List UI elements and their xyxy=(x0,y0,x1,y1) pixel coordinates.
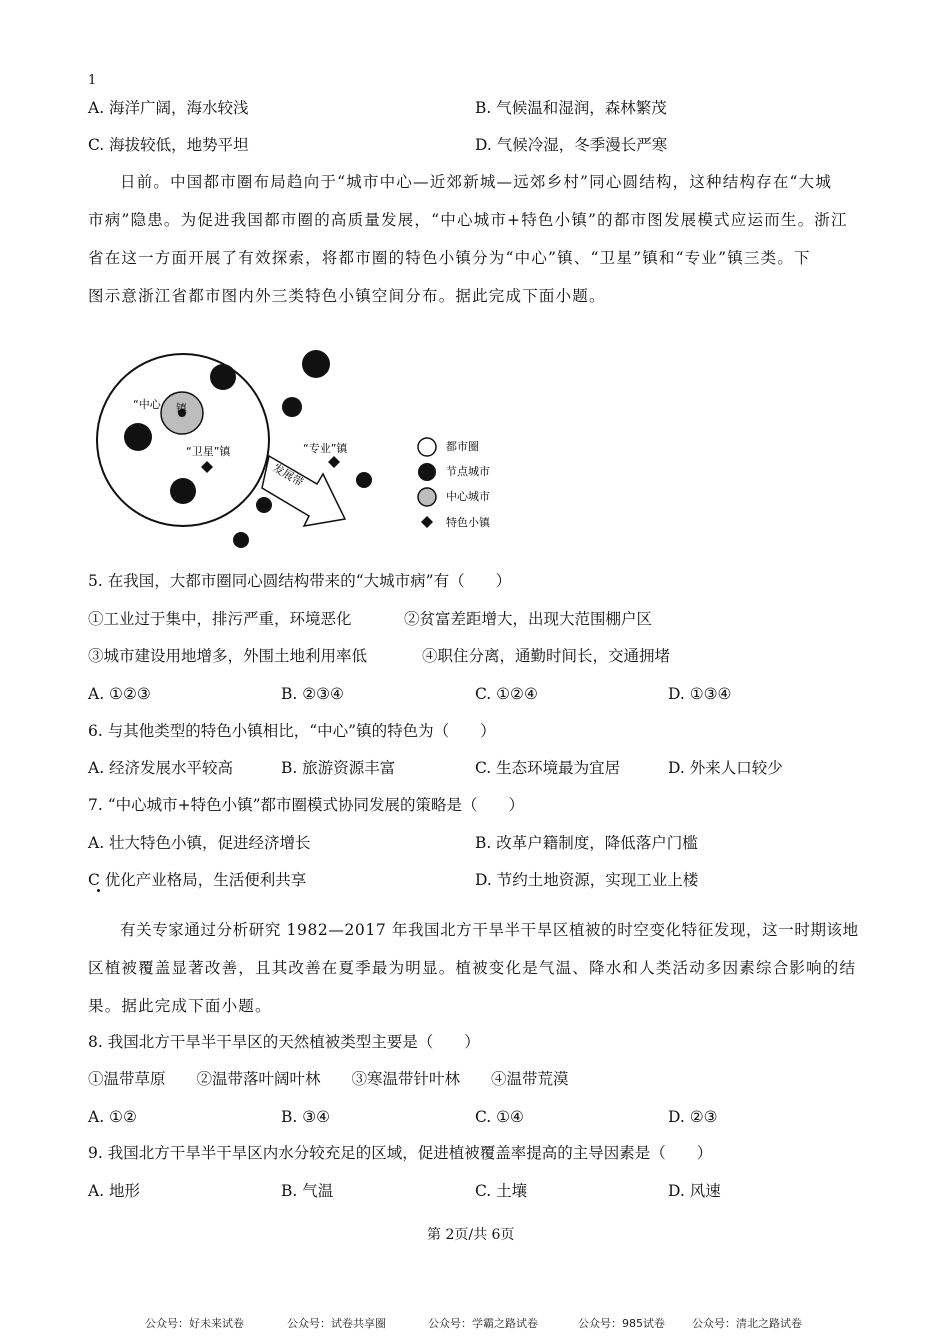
passage2-line-3: 果。据此完成下面小题。 xyxy=(88,997,272,1015)
q9-option-d: D. 风速 xyxy=(668,1182,721,1200)
q7-stem: 7. “中心城市+特色小镇”都市圈模式协同发展的策略是（ ） xyxy=(88,796,525,814)
legend-center-icon xyxy=(418,488,436,506)
node-city xyxy=(256,497,272,513)
q9-option-a: A. 地形 xyxy=(88,1182,141,1200)
page-marker: 1 xyxy=(88,73,97,88)
q6-option-d: D. 外来人口较少 xyxy=(668,759,783,777)
footer-item: 公众号：清北之路试卷 xyxy=(692,1317,802,1330)
node-city xyxy=(210,364,236,390)
passage1-line-4: 图示意浙江省都市图内外三类特色小镇空间分布。据此完成下面小题。 xyxy=(88,287,606,305)
footer-item: 公众号：学霸之路试卷 xyxy=(428,1317,538,1330)
q9-option-b: B. 气温 xyxy=(281,1182,334,1200)
node-city xyxy=(124,423,152,451)
specialty-town-marker xyxy=(328,456,340,468)
q8-option-a: A. ①② xyxy=(88,1108,137,1126)
node-city xyxy=(233,532,249,548)
q8-items: ①温带草原 ②温带落叶阔叶林 ③寒温带针叶林 ④温带荒漠 xyxy=(88,1070,569,1088)
specialty-town-label: “专业”镇 xyxy=(303,442,348,455)
q5-item-2: ②贫富差距增大，出现大范围棚户区 xyxy=(404,610,653,628)
legend-metro-label: 都市圈 xyxy=(446,440,479,453)
q7-option-a: A. 壮大特色小镇，促进经济增长 xyxy=(88,834,311,852)
q8-option-c: C. ①④ xyxy=(475,1108,524,1126)
q4-option-d: D. 气候冷湿，冬季漫长严寒 xyxy=(475,136,668,154)
page-number: 第 2页/共 6页 xyxy=(427,1227,515,1243)
q4-option-b: B. 气候温和湿润，森林繁茂 xyxy=(475,99,667,117)
stray-dot xyxy=(97,889,100,892)
q6-option-b: B. 旅游资源丰富 xyxy=(281,759,396,777)
footer-item: 公众号：试卷共享圈 xyxy=(287,1317,386,1330)
legend-town-label: 特色小镇 xyxy=(446,516,490,529)
q7-option-b: B. 改革户籍制度，降低落户门槛 xyxy=(475,834,698,852)
q9-option-c: C. 土壤 xyxy=(475,1182,528,1200)
q8-option-b: B. ③④ xyxy=(281,1108,331,1126)
node-city xyxy=(170,478,196,504)
passage2-line-2: 区植被覆盖显著改善，且其改善在夏季最为明显。植被变化是气温、降水和人类活动多因素综合影响的结 xyxy=(88,959,857,977)
q5-option-c: C. ①②④ xyxy=(475,685,538,703)
q5-item-4: ④职住分离，通勤时间长，交通拥堵 xyxy=(422,647,671,665)
q5-option-b: B. ②③④ xyxy=(281,685,344,703)
q7-option-d: D. 节约土地资源，实现工业上楼 xyxy=(475,871,699,889)
center-town-label-left: “中心 xyxy=(133,398,161,411)
q6-stem: 6. 与其他类型的特色小镇相比，“中心”镇的特色为（ ） xyxy=(88,722,496,740)
footer-item: 公众号：985试卷 xyxy=(578,1317,665,1330)
q8-option-d: D. ②③ xyxy=(668,1108,718,1126)
node-city xyxy=(302,350,330,378)
passage1-line-2: 市病”隐患。为促进我国都市圈的高质量发展，“中心城市+特色小镇”的都市图发展模式应运而生。浙江 xyxy=(88,211,848,229)
q9-stem: 9. 我国北方干旱半干旱区内水分较充足的区域，促进植被覆盖率提高的主导因素是（ ） xyxy=(88,1144,713,1162)
legend-town-icon xyxy=(421,516,433,528)
passage1-line-1: 日前。中国都市圈布局趋向于“城市中心—近郊新城—远郊乡村”同心圆结构，这种结构存在“大城 xyxy=(120,173,833,191)
q5-stem: 5. 在我国，大都市圈同心圆结构带来的“大城市病”有（ ） xyxy=(88,572,512,590)
q5-option-a: A. ①②③ xyxy=(88,685,151,703)
q7-option-c: C 优化产业格局，生活便利共享 xyxy=(88,871,307,889)
passage1-line-3: 省在这一方面开展了有效探索，将都市圈的特色小镇分为“中心”镇、“卫星”镇和“专业”镇三类。下 xyxy=(88,249,811,267)
q5-item-3: ③城市建设用地增多，外围土地利用率低 xyxy=(88,647,368,665)
node-city xyxy=(282,397,302,417)
development-belt-label: 发展带 xyxy=(270,461,306,490)
legend-node-label: 节点城市 xyxy=(446,465,490,478)
legend-center-label: 中心城市 xyxy=(446,490,490,503)
center-town-label-right: 镇 xyxy=(176,402,187,415)
q6-option-a: A. 经济发展水平较高 xyxy=(88,759,234,777)
node-city xyxy=(356,472,372,488)
q4-option-a: A. 海洋广阔，海水较浅 xyxy=(88,99,249,117)
legend-metro-icon xyxy=(418,438,436,456)
q4-option-c: C. 海拔较低，地势平坦 xyxy=(88,136,249,154)
passage2-line-1: 有关专家通过分析研究 1982—2017 年我国北方干旱半干旱区植被的时空变化特征发现，这一时期该地 xyxy=(120,921,859,939)
q6-option-c: C. 生态环境最为宜居 xyxy=(475,759,621,777)
q5-item-1: ①工业过于集中，排污严重，环境恶化 xyxy=(88,610,352,628)
footer-item: 公众号：好未来试卷 xyxy=(145,1317,244,1330)
metro-area-diagram xyxy=(80,330,520,560)
legend-node-icon xyxy=(418,463,436,481)
q8-stem: 8. 我国北方干旱半干旱区的天然植被类型主要是（ ） xyxy=(88,1033,480,1051)
satellite-town-marker xyxy=(201,461,213,473)
satellite-town-label: “卫星”镇 xyxy=(186,445,231,458)
q5-option-d: D. ①③④ xyxy=(668,685,732,703)
